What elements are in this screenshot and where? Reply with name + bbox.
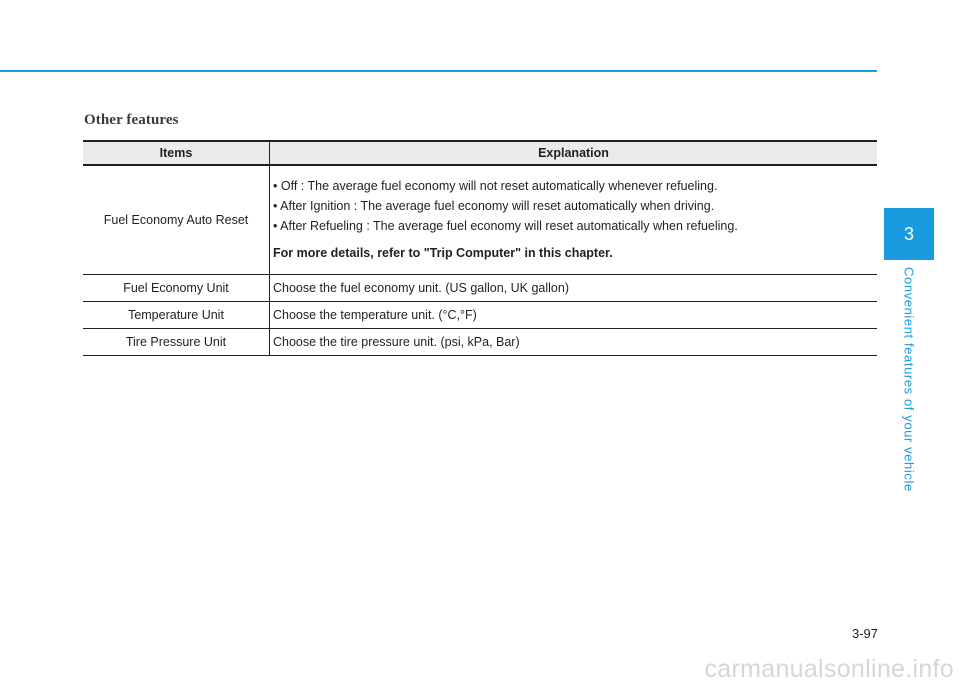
bullet-after-refueling: • After Refueling : The average fuel economy will reset automatically when refueling. [273,219,738,233]
item-explanation: Choose the tire pressure unit. (psi, kPa, Bar) [270,329,878,356]
table-header-row [83,141,877,165]
item-name: Fuel Economy Auto Reset [83,165,270,275]
chapter-tab [884,208,934,260]
item-explanation: Choose the fuel economy unit. (US gallon, UK gallon) [270,275,878,302]
table-row [83,275,877,302]
item-name: Fuel Economy Unit [83,275,270,302]
item-explanation: Choose the temperature unit. (°C,°F) [270,302,878,329]
features-table [83,140,877,356]
item-name: Temperature Unit [83,302,270,329]
table-row [83,165,877,275]
chapter-title: Convenient features of your vehicle [901,267,917,492]
reference-note: For more details, refer to "Trip Computer" in this chapter. [273,246,613,260]
item-explanation [270,165,878,275]
section-title: Other features [84,112,179,128]
page-number: 3-97 [851,626,878,641]
chapter-title-container [887,267,931,493]
header-items: Items [83,141,270,165]
table-row [83,302,877,329]
bullet-after-ignition: • After Ignition : The average fuel economy will reset automatically when driving. [273,199,715,213]
header-explanation: Explanation [270,141,878,165]
top-divider [0,70,877,72]
chapter-number: 3 [903,223,914,244]
bullet-off: • Off : The average fuel economy will not reset automatically whenever refueling. [273,179,718,193]
watermark: carmanualsonline.info [704,655,954,683]
table-row [83,329,877,356]
item-name: Tire Pressure Unit [83,329,270,356]
